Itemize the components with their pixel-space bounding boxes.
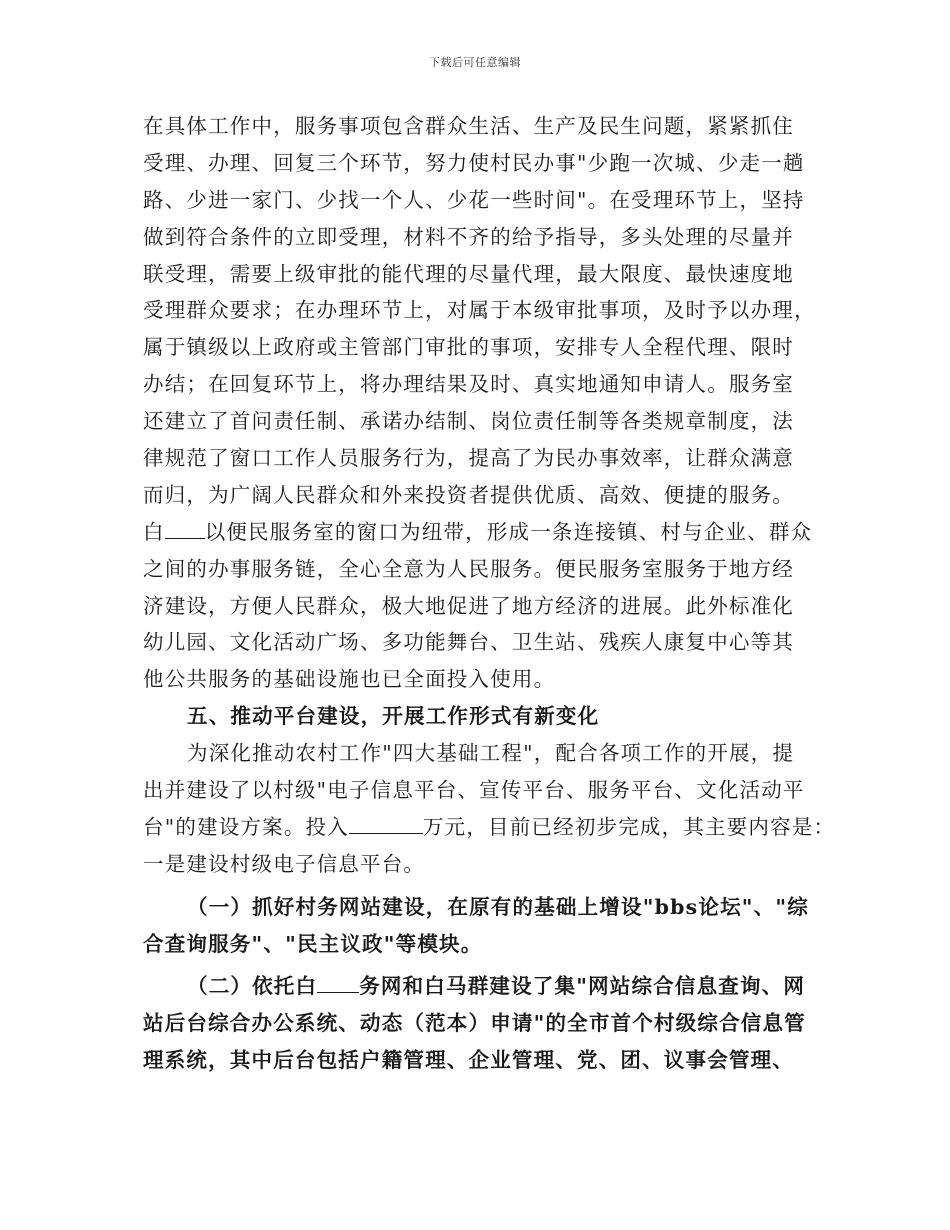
text-line: 路、少进一家门、少找一个人、少花一些时间"。在受理环节上，坚持	[143, 187, 805, 212]
text-fragment: 万元，目前已经初步完成，其主要内容是：	[422, 814, 836, 839]
text-line: 幼儿园、文化活动广场、多功能舞台、卫生站、残疾人康复中心等其	[143, 630, 794, 655]
text-line: 受理、办理、回复三个环节，努力使村民办事"少跑一次城、少走一趟	[143, 150, 805, 175]
text-line: 而归，为广阔人民群众和外来投资者提供优质、高效、便捷的服务。	[143, 482, 794, 507]
text-line: 律规范了窗口工作人员服务行为，提高了为民办事效率，让群众满意	[143, 446, 794, 471]
text-line: 一是建设村级电子信息平台。	[143, 851, 426, 876]
item-two	[143, 968, 823, 1079]
text-line: 理系统，其中后台包括户籍管理、企业管理、党、团、议事会管理、	[143, 1048, 794, 1073]
text-line: （一）抓好村务网站建设，在原有的基础上增设"bbs论坛"、"综	[187, 894, 809, 919]
text-line: 办结；在回复环节上，将办理结果及时、真实地通知申请人。服务室	[143, 372, 794, 397]
text-fragment: 台"的建设方案。投入	[143, 814, 349, 839]
text-line: 他公共服务的基础设施也已全面投入使用。	[143, 667, 556, 692]
text-line: 济建设，方便人民群众，极大地促进了地方经济的进展。此外标准化	[143, 593, 794, 618]
text-line: 为深化推动农村工作"四大基础工程"，配合各项工作的开展，提	[187, 741, 795, 766]
text-line: 站后台综合办公系统、动态（范本）申请"的全市首个村级综合信息管	[143, 1011, 806, 1036]
section-five	[143, 698, 836, 882]
page-header-note: 下载后可任意编辑	[429, 56, 521, 69]
text-line	[143, 514, 823, 551]
item-one	[143, 889, 823, 963]
text-line: 之间的办事服务链，全心全意为人民服务。便民服务室服务于地方经	[143, 556, 794, 581]
paragraph-service-window	[143, 514, 823, 698]
fill-in-blank	[317, 974, 359, 993]
fill-in-blank	[165, 520, 205, 539]
text-fragment: （二）依托白	[187, 974, 318, 999]
text-line: 联受理，需要上级审批的能代理的尽量代理，最大限度、最快速度地	[143, 261, 794, 286]
text-line: 受理群众要求；在办理环节上，对属于本级审批事项，及时予以办理，	[143, 298, 816, 323]
text-fragment: 务网和白马群建设了集"网站综合信息查询、网	[359, 974, 806, 999]
paragraph-service-process	[143, 108, 823, 514]
section-heading: 五、推动平台建设，开展工作形式有新变化	[187, 704, 600, 729]
fill-in-blank	[349, 815, 423, 834]
text-line	[143, 809, 836, 846]
text-line: 在具体工作中，服务事项包含群众生活、生产及民生问题，紧紧抓住	[143, 114, 794, 138]
text-line: 出并建设了以村级"电子信息平台、宣传平台、服务平台、文化活动平	[143, 778, 805, 803]
text-line: 属于镇级以上政府或主管部门审批的事项，安排专人全程代理、限时	[143, 335, 794, 360]
text-fragment: 以便民服务室的窗口为纽带，形成一条连接镇、村与企业、群众	[204, 519, 813, 544]
text-line	[143, 968, 823, 1005]
document-body	[143, 108, 836, 1079]
text-line: 合查询服务"、"民主议政"等模块。	[143, 931, 483, 956]
text-fragment: 白	[143, 519, 165, 544]
text-line: 还建立了首问责任制、承诺办结制、岗位责任制等各类规章制度，法	[143, 409, 794, 434]
text-line: 做到符合条件的立即受理，材料不齐的给予指导，多头处理的尽量并	[143, 224, 794, 249]
